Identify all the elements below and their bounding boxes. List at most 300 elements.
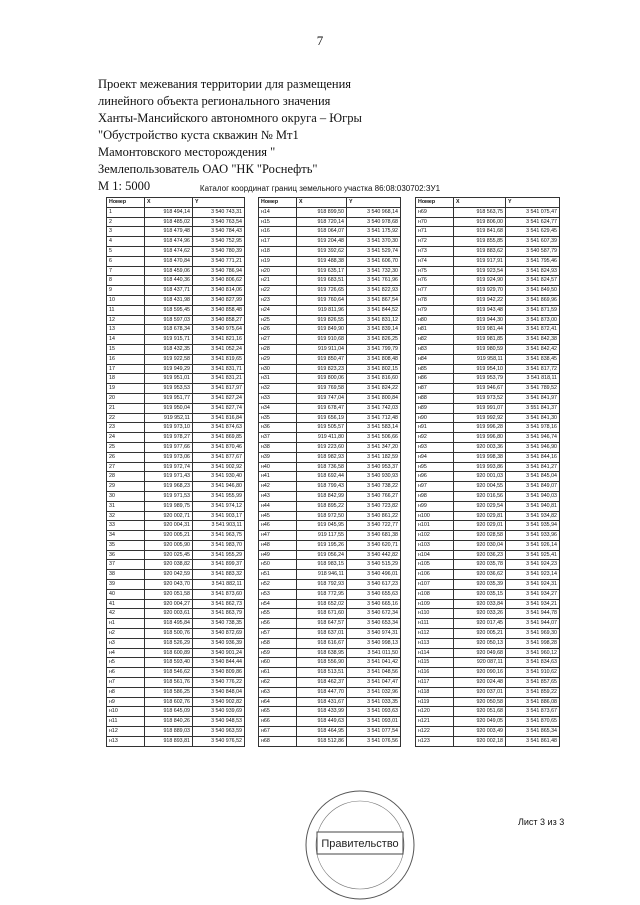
point-number: н4 [107,648,145,658]
x-coordinate: 920 005,21 [145,531,193,541]
y-coordinate: 3 541 831,12 [347,315,401,325]
y-coordinate: 3 541 789,52 [506,384,560,394]
x-coordinate: 918 431,98 [145,295,193,305]
point-number: 28 [107,472,145,482]
table-row [259,717,401,727]
y-coordinate: 3 541 606,70 [347,256,401,266]
header-number: Номер [107,198,145,208]
y-coordinate: 3 541 842,38 [506,335,560,345]
y-coordinate: 3 541 869,85 [193,433,245,443]
x-coordinate: 918 462,37 [297,678,347,688]
point-number: н67 [259,727,297,737]
y-coordinate: 3 541 903,17 [193,511,245,521]
point-number: 24 [107,433,145,443]
point-number: 23 [107,423,145,433]
point-number: н89 [416,403,454,413]
x-coordinate: 919 223,60 [297,442,347,452]
seal-label: Правительство [321,838,399,850]
point-number: н23 [259,295,297,305]
coordinates-table-1 [106,197,245,747]
point-number: н6 [107,668,145,678]
y-coordinate: 3 541 742,03 [347,403,401,413]
title-line: "Обустройство куста скважин № Мт1 [98,128,299,142]
y-coordinate: 3 541 817,97 [193,384,245,394]
y-coordinate: 3 541 924,31 [506,580,560,590]
point-number: н72 [416,237,454,247]
x-coordinate: 918 474,62 [145,246,193,256]
x-coordinate: 920 036,23 [454,550,506,560]
point-number: н79 [416,305,454,315]
x-coordinate: 919 978,27 [145,433,193,443]
x-coordinate: 918 513,51 [297,668,347,678]
point-number: н36 [259,423,297,433]
point-number: 41 [107,599,145,609]
table-row [107,374,245,384]
table-row [259,491,401,501]
point-number: 37 [107,560,145,570]
y-coordinate: 3 541 983,70 [193,540,245,550]
x-coordinate: 920 028,58 [454,531,506,541]
title-line: Проект межевания территории для размещения [98,77,352,91]
point-number: н18 [259,246,297,256]
y-coordinate: 3 541 732,30 [347,266,401,276]
x-coordinate: 919 726,65 [297,286,347,296]
point-number: н39 [259,452,297,462]
point-number: н118 [416,687,454,697]
table-row [259,335,401,345]
table-row [416,717,560,727]
x-coordinate: 919 849,90 [297,325,347,335]
point-number: н40 [259,462,297,472]
table-row [416,658,560,668]
y-coordinate: 3 541 841,27 [506,462,560,472]
table-row [416,521,560,531]
y-coordinate: 3 541 923,14 [506,570,560,580]
x-coordinate: 918 437,71 [145,286,193,296]
x-coordinate: 920 037,01 [454,687,506,697]
y-coordinate: 3 541 842,42 [506,344,560,354]
table-row [259,403,401,413]
x-coordinate: 918 899,50 [297,207,347,217]
y-coordinate: 3 541 899,37 [193,560,245,570]
point-number: н97 [416,482,454,492]
y-coordinate: 3 541 859,22 [506,687,560,697]
y-coordinate: 3 540 723,82 [347,501,401,511]
y-coordinate: 3 541 827,74 [193,403,245,413]
x-coordinate: 918 479,48 [145,227,193,237]
table-row [259,256,401,266]
table-row [259,531,401,541]
table-row [259,237,401,247]
point-number: н22 [259,286,297,296]
point-number: 10 [107,295,145,305]
point-number: 1 [107,207,145,217]
x-coordinate: 919 195,26 [297,540,347,550]
y-coordinate: 3 540 655,63 [347,589,401,599]
table-row [107,462,245,472]
y-coordinate: 3 541 870,65 [506,717,560,727]
title-line: Землепользователь ОАО "НК "Роснефть" [98,162,318,176]
x-coordinate: 920 003,61 [145,609,193,619]
table-row [416,325,560,335]
point-number: н104 [416,550,454,560]
y-coordinate: 3 540 665,16 [347,599,401,609]
point-number: н92 [416,433,454,443]
point-number: н69 [416,207,454,217]
point-number: н60 [259,658,297,668]
y-coordinate: 3 540 827,99 [193,295,245,305]
y-coordinate: 3 541 041,42 [347,658,401,668]
table-row [416,491,560,501]
x-coordinate: 919 910,68 [297,335,347,345]
table-row [107,648,245,658]
y-coordinate: 3 541 834,63 [506,658,560,668]
point-number: 40 [107,589,145,599]
x-coordinate: 919 972,74 [145,462,193,472]
x-coordinate: 919 980,59 [454,344,506,354]
y-coordinate: 3 541 946,74 [506,433,560,443]
y-coordinate: 3 541 869,96 [506,295,560,305]
table-row [107,246,245,256]
point-number: 34 [107,531,145,541]
table-row [416,374,560,384]
y-coordinate: 3 541 867,54 [347,295,401,305]
y-coordinate: 3 540 978,68 [347,217,401,227]
point-number: н37 [259,433,297,443]
point-number: н117 [416,678,454,688]
table-row [259,354,401,364]
table-row [416,354,560,364]
point-number: 16 [107,354,145,364]
point-number: н19 [259,256,297,266]
y-coordinate: 3 540 872,69 [193,629,245,639]
table-row [416,462,560,472]
table-row [259,609,401,619]
y-coordinate: 3 541 955,99 [193,491,245,501]
x-coordinate: 919 635,17 [297,266,347,276]
header-number: Номер [259,198,297,208]
table-row [259,393,401,403]
table-row [107,589,245,599]
y-coordinate: 3 540 901,24 [193,648,245,658]
x-coordinate: 918 064,07 [297,227,347,237]
x-coordinate: 919 883,62 [454,246,506,256]
y-coordinate: 3 540 968,14 [347,207,401,217]
point-number: н116 [416,668,454,678]
x-coordinate: 920 033,26 [454,609,506,619]
point-number: н102 [416,531,454,541]
x-coordinate: 919 806,00 [454,217,506,227]
table-row [416,286,560,296]
point-number: н5 [107,658,145,668]
point-number: 33 [107,521,145,531]
point-number: н100 [416,511,454,521]
x-coordinate: 918 526,29 [145,638,193,648]
table-row [259,619,401,629]
table-row [416,619,560,629]
table-row [107,501,245,511]
point-number: н56 [259,619,297,629]
point-number: н81 [416,325,454,335]
y-coordinate: 3 541 347,20 [347,442,401,452]
y-coordinate: 3 541 926,14 [506,540,560,550]
x-coordinate: 918 671,60 [297,609,347,619]
y-coordinate: 3 541 831,71 [193,364,245,374]
table-row [416,305,560,315]
y-coordinate: 3 540 672,34 [347,609,401,619]
sheet-number: Лист 3 из 3 [518,817,565,827]
y-coordinate: 3 541 933,96 [506,531,560,541]
point-number: н113 [416,638,454,648]
point-number: н43 [259,491,297,501]
x-coordinate: 920 004,31 [145,521,193,531]
x-coordinate: 918 449,63 [297,717,347,727]
table-row [107,256,245,266]
y-coordinate: 3 540 976,52 [193,736,245,746]
point-number: н11 [107,717,145,727]
x-coordinate: 920 051,68 [454,707,506,717]
x-coordinate: 918 474,96 [145,237,193,247]
point-number: 29 [107,482,145,492]
y-coordinate: 3 541 877,67 [193,452,245,462]
point-number: 3 [107,227,145,237]
point-number: н84 [416,354,454,364]
table-row [259,687,401,697]
point-number: н34 [259,403,297,413]
point-number: н14 [259,207,297,217]
point-number: н45 [259,511,297,521]
x-coordinate: 919 841,68 [454,227,506,237]
table-row [416,648,560,658]
y-coordinate: 3 541 910,62 [506,668,560,678]
table-row [259,305,401,315]
y-coordinate: 3 540 738,35 [193,619,245,629]
x-coordinate: 919 943,48 [454,305,506,315]
y-coordinate: 3 541 861,48 [506,736,560,746]
header-x: X [145,198,193,208]
table-row [107,335,245,345]
table-row [107,354,245,364]
table-row [107,276,245,286]
y-coordinate: 3 540 902,82 [193,697,245,707]
x-coordinate: 919 953,53 [145,384,193,394]
coordinates-table-2 [258,197,401,747]
table-row [416,246,560,256]
point-number: н71 [416,227,454,237]
x-coordinate: 919 811,96 [297,305,347,315]
y-coordinate: 3 541 963,75 [193,531,245,541]
point-number: н38 [259,442,297,452]
point-number: н105 [416,560,454,570]
point-number: 13 [107,325,145,335]
x-coordinate: 919 056,24 [297,550,347,560]
x-coordinate: 919 968,23 [145,482,193,492]
y-coordinate: 3 541 624,77 [506,217,560,227]
x-coordinate: 918 720,14 [297,217,347,227]
point-number: н68 [259,736,297,746]
point-number: н50 [259,560,297,570]
y-coordinate: 3 541 822,93 [347,286,401,296]
x-coordinate: 918 433,99 [297,707,347,717]
x-coordinate: 920 090,16 [454,668,506,678]
x-coordinate: 919 800,06 [297,374,347,384]
x-coordinate: 919 826,55 [297,315,347,325]
point-number: н120 [416,707,454,717]
y-coordinate: 3 541 819,65 [193,354,245,364]
x-coordinate: 919 951,77 [145,393,193,403]
table-row [416,266,560,276]
point-number: н15 [259,217,297,227]
y-coordinate: 3 541 048,56 [347,668,401,678]
y-coordinate: 3 540 771,21 [193,256,245,266]
point-number: 7 [107,266,145,276]
point-number: н55 [259,609,297,619]
table-row [416,207,560,217]
x-coordinate: 919 953,79 [454,374,506,384]
y-coordinate: 3 541 844,16 [506,452,560,462]
table-row [259,570,401,580]
y-coordinate: 3 541 824,57 [506,276,560,286]
point-number: 22 [107,413,145,423]
y-coordinate: 3 540 496,01 [347,570,401,580]
point-number: 4 [107,237,145,247]
y-coordinate: 3 540 763,54 [193,217,245,227]
y-coordinate: 3 540 515,29 [347,560,401,570]
point-number: н112 [416,629,454,639]
y-coordinate: 3 541 077,54 [347,727,401,737]
y-coordinate: 3 541 629,45 [506,227,560,237]
y-coordinate: 3 541 841,30 [506,413,560,423]
y-coordinate: 3 541 946,90 [506,442,560,452]
x-coordinate: 918 586,25 [145,687,193,697]
x-coordinate: 918 637,01 [297,629,347,639]
point-number: н27 [259,335,297,345]
table-row [416,560,560,570]
table-row [416,540,560,550]
x-coordinate: 920 029,01 [454,521,506,531]
point-number: н103 [416,540,454,550]
y-coordinate: 3 540 975,64 [193,325,245,335]
y-coordinate: 3 541 093,63 [347,707,401,717]
table-row [259,482,401,492]
y-coordinate: 3 541 838,45 [506,354,560,364]
point-number: н52 [259,580,297,590]
table-row [259,413,401,423]
x-coordinate: 918 464,95 [297,727,347,737]
table-row [259,697,401,707]
x-coordinate: 918 638,95 [297,648,347,658]
x-coordinate: 918 440,36 [145,276,193,286]
x-coordinate: 918 840,26 [145,717,193,727]
y-coordinate: 3 540 948,53 [193,717,245,727]
table-row [259,668,401,678]
x-coordinate: 918 494,14 [145,207,193,217]
y-coordinate: 3 541 924,23 [506,560,560,570]
x-coordinate: 920 049,68 [454,648,506,658]
x-coordinate: 920 003,49 [454,727,506,737]
table-row [107,207,245,217]
point-number: 30 [107,491,145,501]
y-coordinate: 3 540 752,95 [193,237,245,247]
table-row [259,521,401,531]
y-coordinate: 3 541 944,78 [506,609,560,619]
table-row [416,335,560,345]
table-row [107,540,245,550]
document-title [98,76,362,195]
x-coordinate: 919 915,71 [145,335,193,345]
x-coordinate: 918 652,02 [297,599,347,609]
x-coordinate: 920 035,78 [454,560,506,570]
point-number: н33 [259,393,297,403]
table-row [259,678,401,688]
x-coordinate: 919 678,47 [297,403,347,413]
table-row [416,452,560,462]
table-row [259,580,401,590]
table-row [416,638,560,648]
x-coordinate: 919 971,53 [145,491,193,501]
point-number: 15 [107,344,145,354]
x-coordinate: 918 946,11 [297,570,347,580]
x-coordinate: 918 556,90 [297,658,347,668]
y-coordinate: 3 541 506,66 [347,433,401,443]
table-row [259,227,401,237]
y-coordinate: 3 541 902,92 [193,462,245,472]
table-row [107,619,245,629]
point-number: 5 [107,246,145,256]
table-row [107,560,245,570]
x-coordinate: 919 991,07 [454,403,506,413]
point-number: н64 [259,697,297,707]
table-row [416,227,560,237]
x-coordinate: 919 952,11 [145,413,193,423]
table-row [416,315,560,325]
point-number: 39 [107,580,145,590]
table-row [107,423,245,433]
x-coordinate: 920 033,84 [454,599,506,609]
title-line: Ханты-Мансийского автономного округа – Югры [98,111,362,125]
table-row [107,697,245,707]
x-coordinate: 919 204,48 [297,237,347,247]
x-coordinate: 919 992,92 [454,413,506,423]
x-coordinate: 920 030,04 [454,540,506,550]
y-coordinate: 3 541 934,82 [506,511,560,521]
table-row [107,629,245,639]
y-coordinate: 3 541 175,92 [347,227,401,237]
point-number: н110 [416,609,454,619]
x-coordinate: 918 495,84 [145,619,193,629]
point-number: н17 [259,237,297,247]
x-coordinate: 919 950,04 [145,403,193,413]
point-number: 35 [107,540,145,550]
x-coordinate: 919 973,52 [454,393,506,403]
x-coordinate: 918 470,84 [145,256,193,266]
table-row [416,609,560,619]
y-coordinate: 3 540 776,22 [193,678,245,688]
point-number: н20 [259,266,297,276]
x-coordinate: 918 447,70 [297,687,347,697]
x-coordinate: 920 002,71 [145,511,193,521]
x-coordinate: 919 117,55 [297,531,347,541]
table-row [416,570,560,580]
table-row [107,678,245,688]
table-row [259,501,401,511]
point-number: н70 [416,217,454,227]
table-row [416,550,560,560]
table-row [107,266,245,276]
table-row [107,491,245,501]
y-coordinate: 3 541 882,11 [193,580,245,590]
y-coordinate: 3 541 863,79 [193,609,245,619]
